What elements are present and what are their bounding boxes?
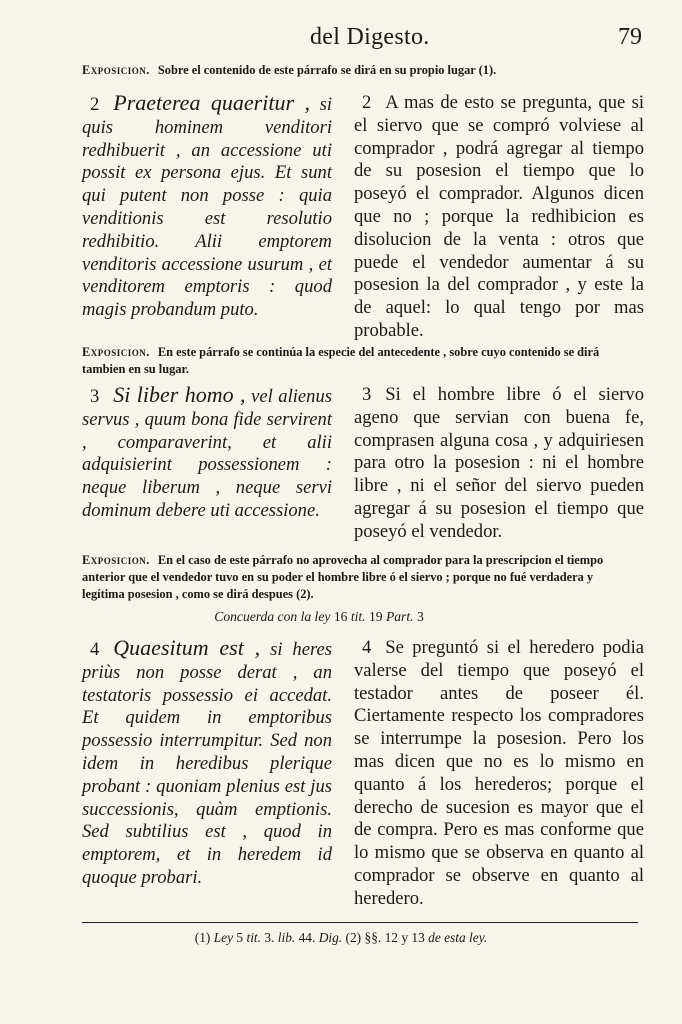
concuerda-prefix: Concuerda con la ley [214, 609, 331, 624]
exposicion-label: Exposicion. [82, 553, 150, 567]
latin-lead: Quaesitum est , [113, 635, 261, 660]
footnote-dig-label: Dig. [318, 930, 343, 945]
footnote-ley: 5 [236, 930, 244, 945]
paragraph-number: 2 [362, 92, 372, 113]
latin-text [82, 384, 332, 523]
exposicion-text: En este párrafo se continúa la especie del antecedente , sobre cuyo contenido se dirá tambien en su lugar. [82, 345, 600, 376]
paragraph-number: 4 [90, 639, 100, 660]
exposicion-note-2 [82, 344, 638, 378]
paragraph-number: 3 [362, 384, 372, 405]
footnote-rule [82, 922, 638, 923]
footnote-sections: §§. 12 y 13 [364, 930, 425, 945]
spanish-body: Si el hombre libre ó el siervo ageno que servian con buena fe, comprasen alguna cosa , y adquiriesen para otro la posesion : ni el hombre libre , ni el señor del siervo pueden agregar á su posesion el tiempo que poseyó el vendedor. [354, 384, 644, 542]
concuerda-part: 3 [416, 609, 424, 624]
concuerda-part-label: Part. [385, 609, 414, 624]
footnote-end: de esta ley. [428, 930, 488, 945]
concuerda-line [0, 609, 638, 625]
spanish-text [354, 92, 644, 343]
latin-text [82, 637, 332, 890]
exposicion-label: Exposicion. [82, 345, 150, 359]
paragraph-number: 3 [90, 386, 100, 407]
footnote-marker-1: (1) [194, 930, 211, 945]
footnote-marker-2: (2) [345, 930, 362, 945]
footnote-lib: 44. [298, 930, 316, 945]
latin-lead: Si liber homo , [113, 382, 246, 407]
running-head [80, 22, 642, 58]
spanish-body: Se preguntó si el heredero podia valerse del tiempo que poseyó el testador antes de poseer él. Ciertamente respecto los compradores se interrumpe la posesion. Pero los mas dicen que no es lo mismo en quanto á los herederos; porque el derecho de sucesion es mayor que el de compra. Pero es mas conforme que lo mismo que se observa en quanto al comprador se observe en quanto al heredero. [354, 637, 644, 909]
exposicion-label: Exposicion. [82, 63, 150, 77]
spanish-body: A mas de esto se pregunta, que si el siervo que se compró volviese al comprador , podrá agregar al tiempo de su posesion el tiempo que lo poseyó el comprador. Algunos dicen que no ; porque la redhibicion es disolucion de la venta : otros que puede el vendedor aumentar á su posesion la del comprador , y este la de aquel: lo qual tengo por mas probable. [354, 92, 644, 341]
exposicion-note-1 [82, 62, 638, 79]
concuerda-ley: 16 [333, 609, 348, 624]
latin-body: si heres priùs non posse derat , an testatoris possessio ei accedat. Et quidem in emptoribus possessio interrumpitur. Sed non idem in heredibus plerique probant : quoniam plenius est jus successionis, quàm emptionis. Sed subtilius est , quod in emptorem, et in heredem id quoque probari. [82, 639, 332, 888]
latin-body: si quis hominem venditori redhibuerit , an accessione uti possit ex persona ejus. Et sunt qui putent non posse : quia venditionis est resolutio redhibitio. Alii emptorem venditoris accessione usurum , et venditorem emptoris : quod magis probandum puto. [82, 94, 332, 321]
spanish-text [354, 637, 644, 911]
latin-text [82, 92, 332, 322]
page-number: 79 [618, 24, 642, 50]
latin-body: vel alienus servus , quum bona fide servirent , comparaverint, et alii adquisierint possessionem : neque liberum , neque servi dominum debere uti accessione. [82, 386, 332, 521]
footnote-tit: 3. [264, 930, 275, 945]
footnote-lib-label: lib. [277, 930, 296, 945]
footnote [0, 930, 682, 946]
latin-lead: Praeterea quaeritur , [113, 90, 310, 115]
concuerda-tit-label: tit. [350, 609, 366, 624]
footnote-tit-label: tit. [246, 930, 261, 945]
running-title: del Digesto. [310, 24, 430, 50]
exposicion-text: En el caso de este párrafo no aprovecha al comprador para la prescripcion el tiempo anterior que el vendedor tuvo en su poder el hombre libre ó el siervo ; porque no fué verdadera y legítima posesion , como se dirá despues (2). [82, 553, 604, 601]
concuerda-tit: 19 [368, 609, 383, 624]
paragraph-number: 4 [362, 637, 372, 658]
exposicion-note-3 [82, 552, 638, 603]
exposicion-text: Sobre el contenido de este párrafo se dirá en su propio lugar (1). [157, 63, 497, 77]
footnote-ley-label: Ley [213, 930, 234, 945]
paragraph-number: 2 [90, 94, 100, 115]
spanish-text [354, 384, 644, 544]
